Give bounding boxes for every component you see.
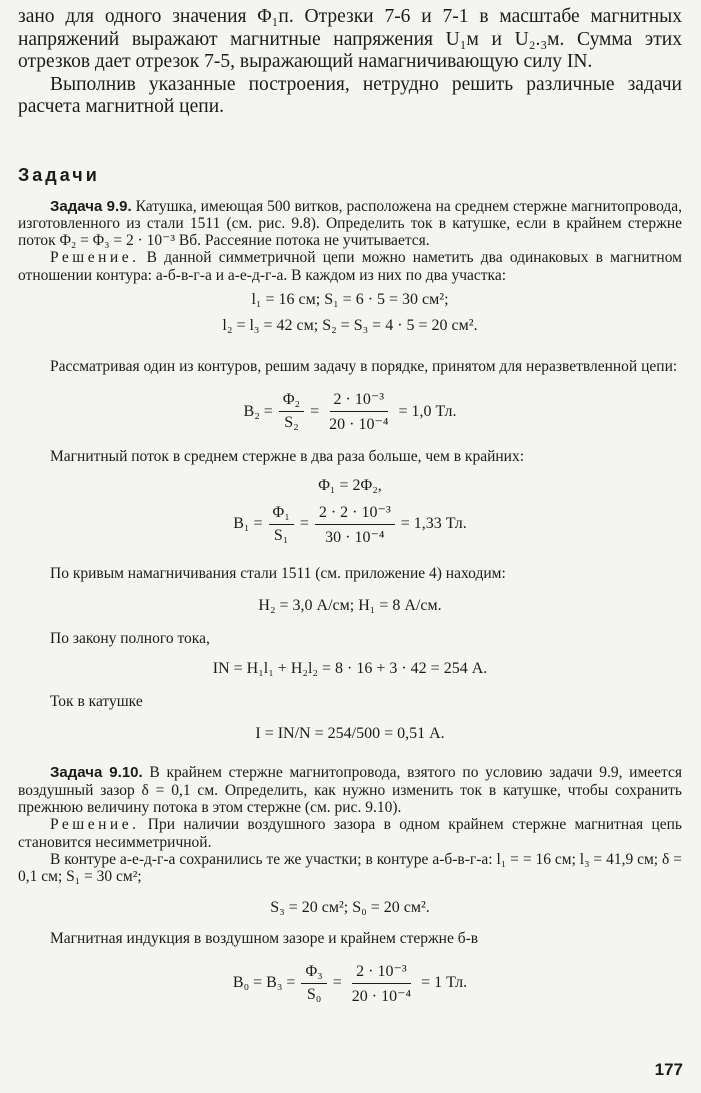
page-number: 177 bbox=[654, 1060, 683, 1079]
task-9-10-paragraph-2: В контуре а-е-д-г-а сохранились те же участки; в контуре а-б-в-г-а: l₁ = = 16 см; l₃ = 41,9 см; δ = 0,1 см; S₁ = 30 см²; bbox=[18, 850, 682, 886]
fraction-numerator: 2 · 10⁻³ bbox=[352, 961, 411, 984]
task-9-9-paragraph-5: По закону полного тока, bbox=[50, 629, 210, 647]
equation-h: H₂ = 3,0 А/см; H₁ = 8 А/см. bbox=[258, 596, 442, 614]
equation-s3-s0: S₃ = 20 см²; S₀ = 20 см². bbox=[270, 898, 430, 916]
task-9-9-paragraph-4: По кривым намагничивания стали 1511 (см. приложение 4) находим: bbox=[50, 564, 506, 582]
equation-in: IN = H₁l₁ + H₂l₂ = 8 · 16 + 3 · 42 = 254 А. bbox=[212, 660, 488, 678]
task-9-9-statement bbox=[18, 198, 682, 250]
fraction-denominator: S₁ bbox=[273, 526, 289, 544]
solution-label: Решение. bbox=[50, 249, 140, 267]
fraction-denominator: 20 · 10⁻⁴ bbox=[351, 987, 412, 1005]
section-heading: Задачи bbox=[18, 164, 100, 185]
equation-b0-lhs: B₀ = B₃ = bbox=[232, 974, 296, 992]
intro-paragraph-2: Выполнив указанные построения, нетрудно решить различные задачи расчета магнитной цепи. bbox=[18, 73, 682, 117]
fraction-denominator: 20 · 10⁻⁴ bbox=[329, 416, 389, 434]
fraction-numerator: Φ₃ bbox=[301, 963, 326, 984]
equation-b0: B₀ = B₃ = $\frac{\text{Φ₃}}{\text{S₀}}$ = $\frac{\text{2 · 10⁻³}}{\text{20 · 10⁻⁴}}$ = 1 Тл. bbox=[232, 962, 468, 1005]
solution-text: В данной симметричной цепи можно наметить два одинаковых в магнитном отношении контура: а-б-в-г-а и а-е-д-г-а. В каждом из них по два участка: bbox=[18, 249, 682, 284]
task-9-9-text: Катушка, имеющая 500 витков, расположена на среднем стержне магнитопровода, изготовленного из стали 1511 (см. рис. 9.8). Определить ток в катушке, если в крайнем стержне поток Φ₂ = Φ₃ = 2 · 10⁻³ Вб. Рассеяние потока не учитывается. bbox=[18, 197, 683, 250]
task-9-10-label: Задача 9.10. bbox=[50, 764, 143, 782]
equation-b1-lhs: B₁ = bbox=[233, 515, 263, 533]
equation-b1: B₁ = $\frac{\text{Φ₁}}{\text{S₁}}$ = $\frac{\text{2 · 2 · 10⁻³}}{\text{30 · 10⁻⁴}}$ = 1,33 Тл. bbox=[233, 503, 467, 546]
fraction-denominator: S₀ bbox=[306, 985, 322, 1003]
task-9-10-paragraph-3: Магнитная индукция в воздушном зазоре и крайнем стержне б-в bbox=[50, 929, 479, 947]
fraction-numerator: 2 · 10⁻³ bbox=[330, 389, 389, 412]
task-9-9-solution bbox=[18, 249, 682, 284]
task-9-9-paragraph-2: Рассматривая один из контуров, решим задачу в порядке, принятом для неразветвленной цепи: bbox=[50, 357, 678, 375]
task-9-10-solution bbox=[18, 816, 682, 851]
task-9-9-paragraph-3: Магнитный поток в среднем стержне в два раза больше, чем в крайних: bbox=[50, 448, 525, 466]
equation-b0-rhs: = 1 Тл. bbox=[421, 974, 468, 992]
fraction-denominator: 30 · 10⁻⁴ bbox=[325, 528, 385, 546]
equation-l2-s2: l₂ = l₃ = 42 см; S₂ = S₃ = 4 · 5 = 20 см². bbox=[222, 316, 478, 334]
equation-b2-lhs: B₂ = bbox=[243, 402, 273, 420]
page-content bbox=[18, 6, 682, 1006]
fraction-numerator: Φ₂ bbox=[279, 391, 304, 412]
task-9-10-statement bbox=[18, 764, 682, 816]
fraction-numerator: 2 · 2 · 10⁻³ bbox=[315, 502, 395, 525]
solution-text: При наличии воздушного зазора в одном крайнем стержне магнитная цепь становится несимметричной. bbox=[18, 816, 682, 851]
task-9-9-paragraph-6: Ток в катушке bbox=[50, 693, 143, 711]
intro-paragraph-1: зано для одного значения Φ₁п. Отрезки 7-6 и 7-1 в масштабе магнитных напряжений выражают магнитные напряжения U₁м и U₂.₃м. Сумма этих отрезков дает отрезок 7-5, выражающий намагничивающую силу IN. bbox=[18, 6, 682, 72]
equation-b1-rhs: = 1,33 Тл. bbox=[400, 515, 467, 533]
task-9-10-text: В крайнем стержне магнитопровода, взятого по условию задачи 9.9, имеется воздушный зазор δ = 0,1 см. Определить, как нужно изменить ток в катушке, чтобы сохранить прежнюю величину потока в этом стержне (см. рис. 9.10). bbox=[18, 764, 683, 817]
equation-phi1: Φ₁ = 2Φ₂, bbox=[318, 476, 382, 494]
equation-b2-rhs: = 1,0 Тл. bbox=[398, 402, 457, 420]
equation-b2: B₂ = $\frac{\text{Φ₂}}{\text{S₂}}$ = $\frac{\text{2 · 10⁻³}}{\text{20 · 10⁻⁴}}$ = 1,0 Тл. bbox=[243, 391, 457, 434]
equation-l1-s1: l₁ = 16 см; S₁ = 6 · 5 = 30 см²; bbox=[251, 290, 449, 308]
task-9-9-label: Задача 9.9. bbox=[50, 197, 132, 215]
fraction-numerator: Φ₁ bbox=[269, 504, 294, 525]
equation-i: I = IN/N = 254/500 = 0,51 А. bbox=[255, 725, 445, 743]
fraction-denominator: S₂ bbox=[284, 414, 299, 432]
solution-label: Решение. bbox=[50, 816, 140, 834]
